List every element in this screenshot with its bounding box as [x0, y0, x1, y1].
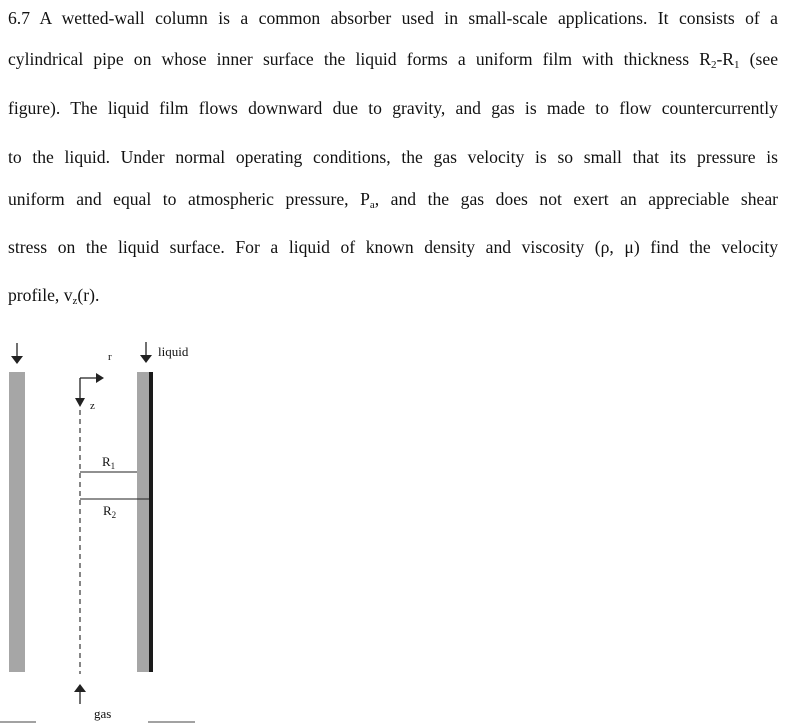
liquid-label: liquid: [158, 344, 189, 359]
r1-label: [102, 455, 115, 470]
r2-label-sub: 2: [111, 510, 117, 520]
wetted-wall-column-figure: [0, 330, 220, 727]
r1-label-base: R: [102, 454, 111, 469]
z-axis-arrowhead: [75, 398, 85, 407]
r2-subscript: 2: [710, 59, 717, 71]
left-wall: [9, 372, 25, 672]
problem-line-4: [8, 147, 778, 167]
z-axis-label: z: [90, 400, 95, 412]
problem-line-2-text-b: -R: [716, 49, 735, 69]
gas-arrow-head: [74, 684, 86, 692]
r1-subscript: 1: [734, 59, 740, 71]
problem-line-5-text-b: , and the gas does not exert an appreciable shear: [374, 189, 778, 209]
problem-line-3: [8, 98, 778, 118]
problem-line-2-text-a: cylindrical pipe on whose inner surface the liquid forms a uniform film with thickness R: [8, 49, 711, 69]
gas-label: gas: [94, 706, 112, 721]
problem-line-4-text: to the liquid. Under normal operating conditions, the gas velocity is so small that its pressure is: [8, 147, 778, 167]
column-diagram: [0, 330, 220, 727]
pa-subscript: a: [369, 199, 375, 211]
r-axis-label: r: [108, 351, 112, 363]
r-axis-arrowhead: [96, 373, 104, 383]
liquid-arrow-head: [140, 355, 152, 363]
r2-label: [103, 504, 116, 519]
r2-label-base: R: [103, 503, 112, 518]
problem-line-5-text-a: uniform and equal to atmospheric pressure, P: [8, 189, 370, 209]
problem-line-3-text: figure). The liquid film flows downward due to gravity, and gas is made to flow countercurrently: [8, 98, 778, 118]
problem-line-5: [8, 189, 778, 209]
problem-line-2-text-c: (see: [739, 49, 778, 69]
problem-line-2: [8, 49, 778, 69]
right-wall-dark-edge: [149, 372, 153, 672]
problem-line-6: [8, 237, 778, 257]
problem-line-7: [8, 285, 778, 305]
problem-line-1: [8, 8, 778, 28]
r1-label-sub: 1: [110, 461, 116, 471]
left-flow-arrow-head: [11, 356, 23, 364]
vz-subscript: z: [72, 295, 78, 307]
problem-line-1-text: 6.7 A wetted-wall column is a common absorber used in small-scale applications. It consists of a: [8, 8, 778, 28]
problem-line-7-text-b: (r).: [77, 285, 100, 305]
problem-line-7-text-a: profile, v: [8, 285, 73, 305]
problem-line-6-text: stress on the liquid surface. For a liquid of known density and viscosity (ρ, μ) find the velocity: [8, 237, 778, 257]
